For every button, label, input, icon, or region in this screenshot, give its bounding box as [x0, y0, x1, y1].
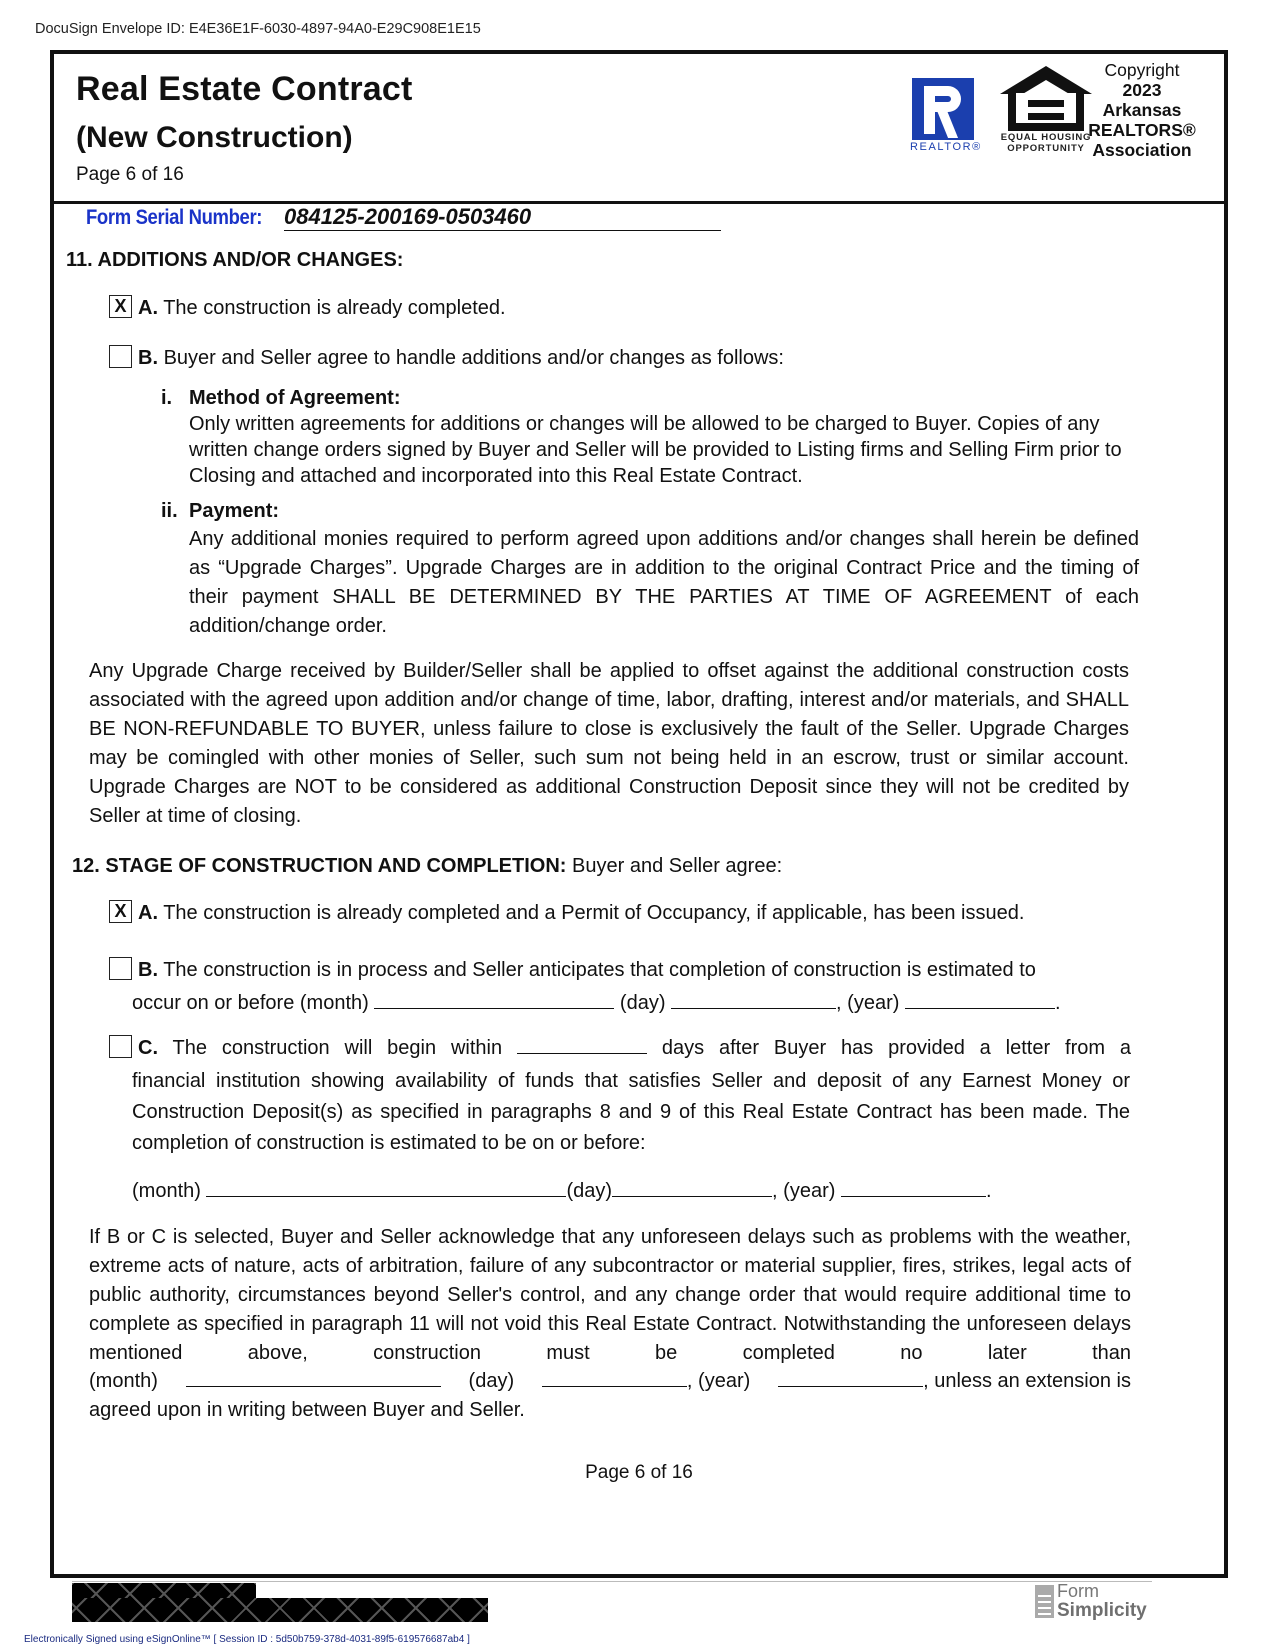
option-letter: A.: [138, 297, 158, 319]
section-11-b-checkbox[interactable]: [109, 345, 132, 368]
redacted-initials-block: [72, 1598, 488, 1622]
deadline-year-field[interactable]: [778, 1367, 923, 1387]
section-12-b-day-field[interactable]: [671, 989, 836, 1009]
section-12-option-a: [109, 899, 1024, 928]
month-label: (month): [89, 1370, 158, 1392]
option-text: The construction will begin within: [172, 1037, 503, 1059]
section-12-title-line: [72, 852, 782, 881]
sub-i-text: Only written agreements for additions or changes will be allowed to be charged to Buyer. Copies of any written change orders signed by Buyer and Seller will be provided to Listing firms and Selling Firm prior to Closing and attached and incorporated into this Real Estate Contract.: [189, 413, 1122, 487]
esign-session-footer: Electronically Signed using eSignOnline™ [ Session ID : 5d50b759-378d-4031-89f5-619576687ab4 ]: [24, 1634, 470, 1645]
option-text: The construction is already completed.: [163, 297, 506, 319]
day-label: (day): [619, 992, 666, 1014]
section-12-c-day-field[interactable]: [612, 1177, 772, 1197]
month-label: (month): [132, 1180, 201, 1202]
section-12-deadline-line: [89, 1367, 1131, 1396]
section-12-option-b: [109, 956, 1131, 985]
year-label: , (year): [836, 992, 900, 1014]
day-label: (day): [566, 1180, 613, 1202]
page-indicator-bottom: Page 6 of 16: [585, 1462, 693, 1483]
form-serial: [86, 204, 532, 230]
section-11-option-a: [109, 294, 506, 323]
sub-i-title: Method of Agreement:: [189, 387, 401, 409]
formsimplicity-line2: Simplicity: [1057, 1600, 1147, 1621]
sub-ii-num: ii.: [161, 500, 178, 522]
deadline-day-field[interactable]: [542, 1367, 687, 1387]
section-12-final-line: agreed upon in writing between Buyer and Seller.: [89, 1399, 525, 1421]
copyright-label: Copyright: [1104, 60, 1180, 80]
page-indicator-top: Page 6 of 16: [76, 164, 184, 185]
equal-housing-house-icon: [1000, 66, 1092, 132]
option-letter: C.: [138, 1037, 158, 1059]
formsimplicity-line1: Form: [1057, 1581, 1099, 1601]
copyright-org-1: Arkansas: [1102, 100, 1182, 120]
realtor-logo: [910, 78, 980, 153]
section-12-title: 12. STAGE OF CONSTRUCTION AND COMPLETION:: [72, 855, 567, 877]
section-12-b-month-field[interactable]: [374, 989, 614, 1009]
section-11-a-checkbox[interactable]: X: [109, 295, 132, 318]
copyright-org-2: REALTORS®: [1088, 120, 1196, 140]
date-prefix: occur on or before (month): [132, 992, 369, 1014]
period: .: [1054, 992, 1061, 1014]
section-11-option-b: [109, 344, 784, 373]
deadline-suffix: , unless an extension is: [923, 1370, 1131, 1392]
equal-housing-text-1: EQUAL HOUSING: [1000, 132, 1092, 143]
year-label: , (year): [686, 1370, 751, 1392]
section-12-option-c: [109, 1034, 1131, 1063]
option-letter: B.: [138, 347, 158, 369]
section-11-paragraph: Any Upgrade Charge received by Builder/Seller shall be applied to offset against the additional construction costs associated with the agreed upon addition and/or change of time, labor, drafting, interest and/or materials, and SHALL BE NON-REFUNDABLE TO BUYER, unless failure to close is exclusively the fault of the Seller. Upgrade Charges may be comingled with other monies of Seller, such sum not being held in an escrow, trust or similar account. Upgrade Charges are NOT to be considered as additional Construction Deposit since they will not be credited by Seller at time of closing.: [89, 660, 1129, 827]
section-12-b-date-line: [132, 989, 1061, 1018]
option-text: days after Buyer has provided a letter from a: [661, 1037, 1131, 1059]
section-12-c-year-field[interactable]: [841, 1177, 986, 1197]
sub-ii-title: Payment:: [189, 500, 280, 522]
document-title: Real Estate Contract: [76, 70, 413, 108]
day-label: (day): [468, 1370, 515, 1392]
section-12-b-year-field[interactable]: [905, 989, 1055, 1009]
option-text: Buyer and Seller agree to handle additions and/or changes as follows:: [163, 347, 784, 369]
section-12-c-month-field[interactable]: [206, 1177, 566, 1197]
section-12-a-checkbox[interactable]: X: [109, 900, 132, 923]
sub-i-num: i.: [161, 387, 173, 409]
copyright-year: 2023: [1122, 80, 1162, 100]
section-11-title: 11. ADDITIONS AND/OR CHANGES:: [66, 249, 404, 271]
section-12-c-text: financial institution showing availability of funds that satisfies Seller and deposit of any Earnest Money or Construction Deposit(s) as specified in paragraphs 8 and 9 of this Real Estate Contract has been made. The completion of construction is estimated to be on or before:: [132, 1070, 1130, 1154]
period: .: [985, 1180, 992, 1202]
section-12-paragraph: If B or C is selected, Buyer and Seller acknowledge that any unforeseen delays such as problems with the weather, extreme acts of nature, acts of arbitration, failure of any subcontractor or material supplier, fires, strikes, legal acts of public authority, circumstances beyond Seller's control, and any change order that would require additional time to complete as specified in paragraph 11 will not void this Real Estate Contract. Notwithstanding the unforeseen delays mentioned above, construction must be completed no later than: [89, 1226, 1131, 1364]
option-text: The construction is already completed and a Permit of Occupancy, if applicable, has been issued.: [163, 902, 1025, 924]
copyright-block: [1086, 60, 1198, 160]
serial-value: 084125-200169-0503460: [284, 204, 721, 231]
realtor-r-icon: [912, 78, 974, 140]
option-letter: B.: [138, 959, 158, 981]
section-12-c-checkbox[interactable]: [109, 1035, 132, 1058]
year-label: , (year): [772, 1180, 836, 1202]
section-12-b-checkbox[interactable]: [109, 957, 132, 980]
serial-label: Form Serial Number:: [86, 206, 263, 229]
equal-housing-logo: [1000, 66, 1092, 154]
option-text: The construction is in process and Seller anticipates that completion of construction is estimated to: [163, 959, 1036, 981]
copyright-org-3: Association: [1092, 140, 1192, 160]
section-12-title-suffix: Buyer and Seller agree:: [572, 855, 783, 877]
footer-divider: [72, 1581, 1152, 1582]
document-icon: [1035, 1585, 1054, 1618]
deadline-month-field[interactable]: [186, 1367, 441, 1387]
document-frame: [50, 50, 1228, 1578]
section-12-c-date-line: [132, 1177, 992, 1206]
option-letter: A.: [138, 902, 158, 924]
sub-ii-text: Any additional monies required to perform agreed upon additions and/or changes shall herein be defined as “Upgrade Charges”. Upgrade Charges are in addition to the original Contract Price and the timing of their payment SHALL BE DETERMINED BY THE PARTIES AT TIME OF AGREEMENT of each addition/change order.: [189, 528, 1139, 637]
realtor-logo-text: REALTOR®: [910, 141, 982, 153]
document-header: [54, 54, 1224, 204]
section-12-c-days-field[interactable]: [517, 1034, 647, 1054]
document-subtitle: (New Construction): [76, 121, 353, 154]
equal-housing-text-2: OPPORTUNITY: [1007, 143, 1085, 154]
envelope-id: DocuSign Envelope ID: E4E36E1F-6030-4897-94A0-E29C908E1E15: [35, 21, 481, 37]
